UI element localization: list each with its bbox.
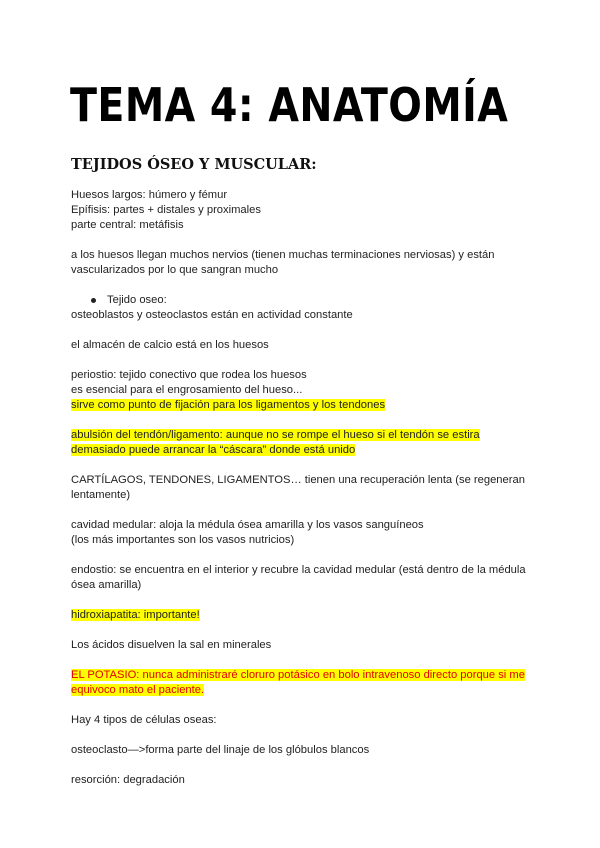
highlighted-text: abulsión del tendón/ligamento: aunque no se rompe el hueso si el tendón se estira: [71, 429, 480, 441]
text-line: a los huesos llegan muchos nervios (tienen muchas terminaciones nerviosas) y están: [71, 249, 495, 261]
text-line: osteoclasto—>forma parte del linaje de los glóbulos blancos: [71, 744, 370, 756]
text-line: Epífisis: partes + distales y proximales: [71, 204, 261, 216]
text-line: resorción: degradación: [71, 774, 185, 786]
text-line: ósea amarilla): [71, 579, 142, 591]
text-line: cavidad medular: aloja la médula ósea amarilla y los vasos sanguíneos: [71, 519, 424, 531]
bullet-item: [71, 293, 541, 308]
page-title: TEMA 4: ANATOMÍA: [70, 78, 509, 132]
text-line: CARTÍLAGOS, TENDONES, LIGAMENTOS… tienen una recuperación lenta (se regeneran: [71, 474, 525, 486]
text-line: osteoblastos y osteoclastos están en actividad constante: [71, 309, 353, 321]
section-heading: TEJIDOS ÓSEO Y MUSCULAR:: [71, 156, 317, 173]
text-line: (los más importantes son los vasos nutricios): [71, 534, 295, 546]
alert-highlighted-text: equivoco mato el paciente.: [71, 684, 205, 696]
alert-highlighted-text: EL POTASIO: nunca administraré cloruro potásico en bolo intravenoso directo porque si me: [71, 669, 525, 681]
text-line: Huesos largos: húmero y fémur: [71, 189, 228, 201]
text-line: parte central: metáfisis: [71, 219, 184, 231]
text-line: endostio: se encuentra en el interior y recubre la cavidad medular (está dentro de la médula: [71, 564, 526, 576]
highlighted-text: sirve como punto de fijación para los ligamentos y los tendones: [71, 399, 386, 411]
notes-body: [71, 188, 541, 788]
highlighted-text: hidroxiapatita: importante!: [71, 609, 200, 621]
text-line: vascularizados por lo que sangran mucho: [71, 264, 279, 276]
highlighted-text: demasiado puede arrancar la “cáscara” donde está unido: [71, 444, 356, 456]
text-line: Hay 4 tipos de células oseas:: [71, 714, 217, 726]
text-line: Los ácidos disuelven la sal en minerales: [71, 639, 272, 651]
text-line: periostio: tejido conectivo que rodea los huesos: [71, 369, 307, 381]
text-line: el almacén de calcio está en los huesos: [71, 339, 269, 351]
bullet-label: Tejido oseo:: [107, 294, 167, 306]
text-line: es esencial para el engrosamiento del hueso...: [71, 384, 303, 396]
text-line: lentamente): [71, 489, 131, 501]
bullet-icon: [91, 298, 96, 303]
